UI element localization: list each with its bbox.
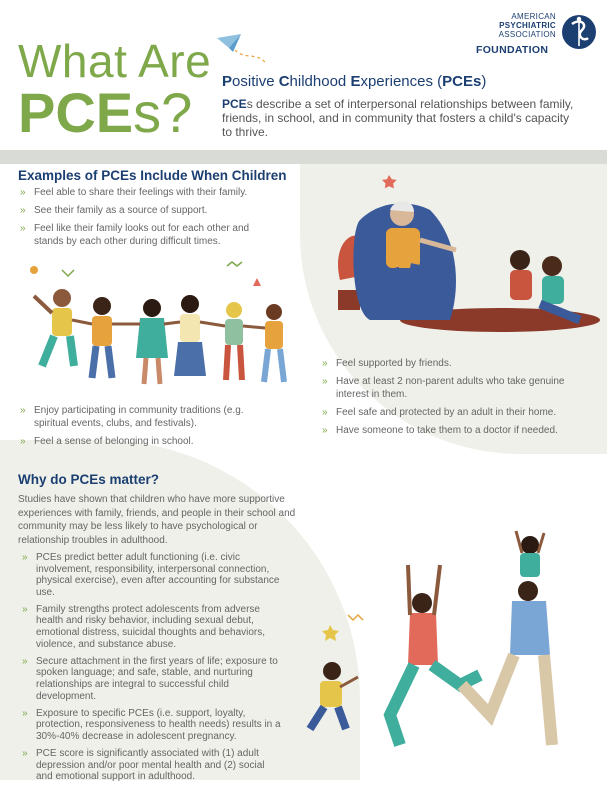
title-pce-bold: PCE [18,81,134,144]
list-item: » See their family as a source of support. [20,205,265,218]
list-item: » Have someone to take them to a doctor if needed. [322,425,592,438]
logo-line2: PSYCHIATRIC [499,21,556,30]
pce-description: PCEs describe a set of interpersonal relationships between family, friends, in school, and in community that fosters a child's capacity to thrive. [222,97,574,139]
logo-line1: AMERICAN [511,12,556,21]
examples-right-list [322,358,592,443]
list-item: » Feel a sense of belonging in school. [20,436,280,449]
examples-heading: Examples of PCEs Include When Children [18,168,287,183]
header [0,0,607,150]
pce-heading: Positive Childhood Experiences (PCEs) [222,73,487,90]
why-list [22,552,282,788]
examples-left-list [20,187,265,254]
title-pces [18,80,192,145]
family-with-grandparent-illustration [310,170,600,340]
list-item: » PCE score is significantly associated with (1) adult depression and/or poor mental health and (2) social and emotional support in adulthood. [22,748,282,783]
running-family-illustration [290,515,600,770]
logo-line3: ASSOCIATION [498,30,556,39]
list-item: » Exposure to specific PCEs (i.e. support, loyalty, protection, responsiveness to health needs) results in a 30%-40% decrease in adolescent pregnancy. [22,708,282,743]
list-item: » Feel supported by friends. [322,358,592,371]
list-item: » Enjoy participating in community traditions (e.g. spiritual events, clubs, and festivals). [20,405,280,430]
apa-seal-icon [560,10,598,56]
list-item: » Feel safe and protected by an adult in their home. [322,407,592,420]
list-item: » Feel able to share their feelings with their family. [20,187,265,200]
list-item: » Secure attachment in the first years of life; exposure to spoken language; and safe, stable, and nurturing relationships are integral to successful child development. [22,656,282,702]
examples-bottom-left-list [20,405,280,454]
divider-band [0,150,607,164]
children-holding-hands-illustration [12,258,302,398]
why-intro: Studies have shown that children who have more supportive experiences with family, friends, and people in their school and community may be less likely to have psychological or relationship troubles in adulthood. [18,494,296,546]
logo-text [499,12,556,39]
title-s: s? [133,81,193,144]
apa-foundation-logo[interactable] [476,10,598,56]
logo-foundation: FOUNDATION [476,44,549,56]
why-heading: Why do PCEs matter? [18,472,160,487]
list-item: » Feel like their family looks out for each other and stands by each other during difficult times. [20,223,265,248]
list-item: » Family strengths protect adolescents from adverse health and risky behavior, including sexual debut, emotional distress, suicidal thoughts and behaviors, violence, and substance abuse. [22,604,282,650]
paper-plane-icon [215,32,275,72]
list-item: » PCEs predict better adult functioning (i.e. civic involvement, responsibility, interpersonal connection, physical exercise), even after accounting for substance use. [22,552,282,598]
list-item: » Have at least 2 non-parent adults who take genuine interest in them. [322,376,592,401]
title-line1: What Are [18,35,212,87]
